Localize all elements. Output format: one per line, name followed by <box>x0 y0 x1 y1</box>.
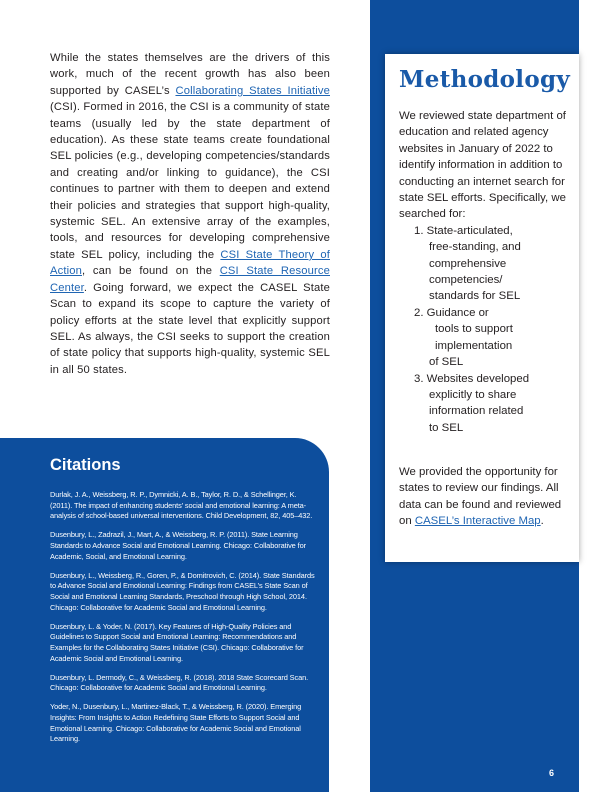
list-item-line: comprehensive <box>429 257 507 270</box>
body-text: . Going forward, we expect the CASEL State Scan to expand its scope to capture the variety of policy efforts at the state level that explicitly support SEL. As always, the CSI seeks to support the creation of state policy that supports high-quality, systemic SEL in all 50 states. <box>50 281 330 376</box>
list-item <box>399 371 571 437</box>
sidebar-blue-edge <box>370 54 385 562</box>
list-item-line: to SEL <box>429 421 464 434</box>
list-item-first: 1. State-articulated, <box>414 224 513 237</box>
csi-resource-center-link[interactable]: CSI State Resource Center <box>50 265 330 294</box>
list-item-line: standards for SEL <box>429 290 521 303</box>
body-text: , can be found on the <box>82 265 220 278</box>
body-text: While the states themselves are the drivers of this work, much of the recent growth has also been supported by CASEL’s <box>50 52 330 97</box>
list-item-line: information related <box>429 405 524 418</box>
list-item-line: implementation <box>435 339 513 352</box>
citation-entry: Dusenbury, L. & Yoder, N. (2017). Key Features of High-Quality Policies and Guidelines to Support Social and Emotional Learning: Recommendations and Examples for the Collaborating States Initiative (CSI). Chicago: Collaborative for Academic Social and Emotional Learning. <box>50 621 304 663</box>
methodology-box <box>385 54 579 562</box>
methodology-intro: We reviewed state department of education and related agency websites in January of 2022 to identify information in addition to conducting an internet search for state SEL efforts. Specifically, we searched for: <box>399 110 566 221</box>
list-item <box>399 305 571 371</box>
list-item-line: explicitly to share <box>429 388 517 401</box>
methodology-title: Methodology <box>399 66 571 93</box>
body-paragraph <box>50 50 330 378</box>
methodology-body <box>399 108 571 436</box>
citation-entry: Dusenbury, L. Dermody, C., & Weissberg, R. (2018). 2018 State Scorecard Scan. Chicago: Collaborative for Academic Social and Emotional Learning. <box>50 672 309 693</box>
list-item-line: of SEL <box>429 356 464 369</box>
csi-theory-of-action-link[interactable]: CSI State Theory of Action <box>50 248 330 278</box>
collaborating-states-initiative-link[interactable]: Collaborating States Initiative <box>175 84 330 97</box>
bottom-blue-panel <box>370 562 579 792</box>
body-text: (CSI). Formed in 2016, the CSI is a community of state teams (usually led by the state department of education). As these state teams create foundational SEL policies (e.g., developing competencies/standards and creating and/or linking to guidance), the CSI continues to partner with them to deepen and extend their policies and strategies that support high-quality, systemic SEL. An extensive array of the examples, tools, and resources for developing comprehensive state SEL policy, including the <box>50 101 330 261</box>
citation-entry: Dusenbury, L., Zadrazil, J., Mart, A., & Weissberg, R. P. (2011). State Learning Standards to Advance Social and Emotional Learning. Chicago: Collaborative for Academic, Social, and Emotional Learning. <box>50 530 306 561</box>
list-item <box>399 223 571 305</box>
footer-text: We provided the opportunity for states to review our findings. All data can be found and reviewed on <box>399 466 562 528</box>
citations-title: Citations <box>50 456 121 474</box>
citation-entry: Yoder, N., Dusenbury, L., Martinez-Black, T., & Weissberg, R. (2020). Emerging Insights: From Insights to Action Redefining State Efforts to Support Social and Emotional Learning. Chicago: Collaborative for Academic Social and Emotional Learning. <box>50 702 302 744</box>
page-number: 6 <box>549 768 555 778</box>
list-item-first: 2. Guidance or <box>414 306 489 319</box>
list-item-line: free-standing, and <box>429 241 521 254</box>
list-item-first: 3. Websites developed <box>414 372 530 385</box>
methodology-list <box>399 223 571 436</box>
citation-entry: Durlak, J. A., Weissberg, R. P., Dymnicki, A. B., Taylor, R. D., & Schellinger, K. (2011). The impact of enhancing students’ social and emotional learning: A meta-analysis of school-based universal interventions. Child Development, 82, 405–432. <box>50 490 313 521</box>
footer-end: . <box>540 515 544 528</box>
citation-entry: Dusenbury, L., Weissberg, R., Goren, P., & Domitrovich, C. (2014). State Standards to Advance Social and Emotional Learning: Findings from CASEL’s State Scan of Social and Emotional Learning Standards, Preschool through High School, 2014. Chicago: Collaborative for Academic Social and Emotional Learning. <box>50 570 315 612</box>
methodology-footer <box>399 464 571 530</box>
list-item-line: tools to support <box>435 323 513 336</box>
interactive-map-link[interactable]: CASEL’s Interactive Map <box>414 515 541 528</box>
citations-list <box>50 490 315 753</box>
top-blue-bar <box>370 0 579 54</box>
list-item-line: competencies/ <box>429 274 503 287</box>
citations-panel <box>0 438 329 792</box>
